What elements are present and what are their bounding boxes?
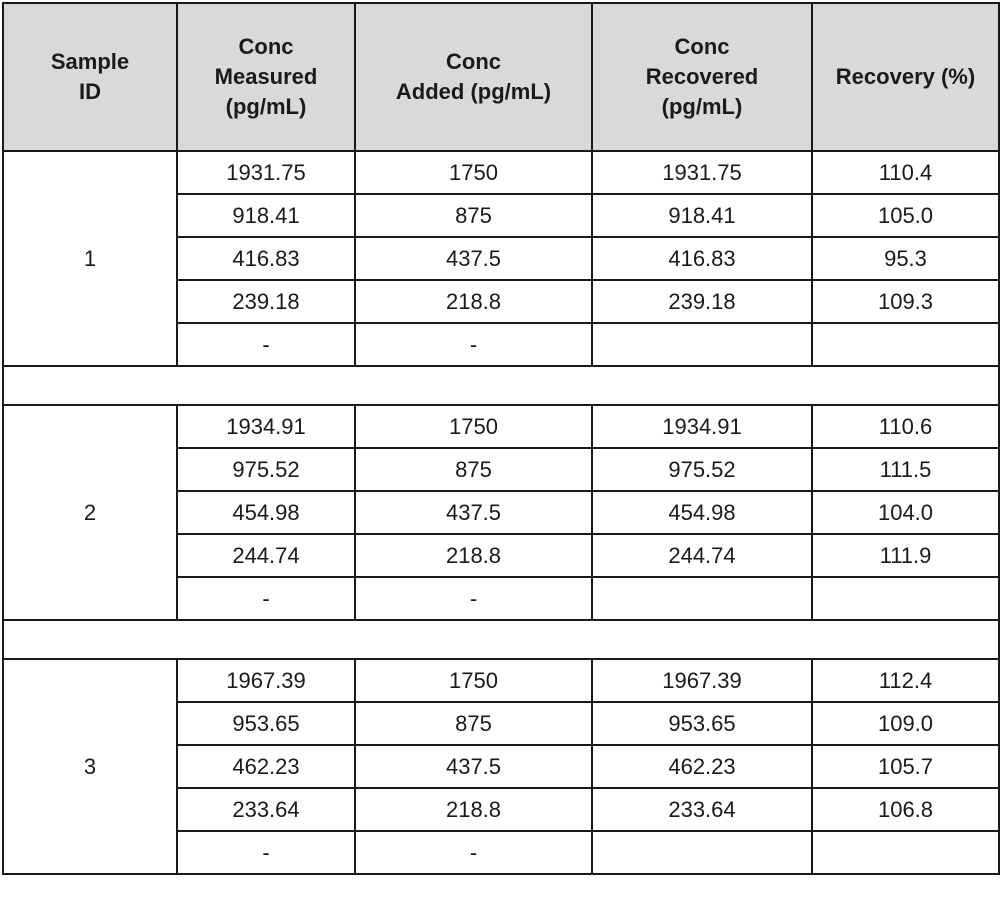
cell-added: - (355, 323, 592, 366)
spacer-cell (3, 620, 999, 659)
header-line: Conc (446, 49, 501, 74)
cell-measured: 918.41 (177, 194, 355, 237)
cell-recovery: 104.0 (812, 491, 999, 534)
cell-added: 875 (355, 448, 592, 491)
cell-measured: 1931.75 (177, 151, 355, 194)
header-line: ID (79, 79, 101, 104)
cell-measured: 462.23 (177, 745, 355, 788)
cell-recovery: 110.4 (812, 151, 999, 194)
sample-id-cell: 3 (3, 659, 177, 874)
header-row (3, 3, 999, 151)
cell-recovery: 106.8 (812, 788, 999, 831)
cell-added: 437.5 (355, 491, 592, 534)
cell-added: 437.5 (355, 745, 592, 788)
cell-measured: 239.18 (177, 280, 355, 323)
header-line: Sample (50, 49, 130, 74)
group-spacer-row (3, 620, 999, 659)
cell-measured: - (177, 831, 355, 874)
cell-added: - (355, 577, 592, 620)
cell-added: 1750 (355, 151, 592, 194)
cell-recovery: 111.5 (812, 448, 999, 491)
header-conc-recovered (592, 3, 812, 151)
cell-recovered: 918.41 (592, 194, 812, 237)
cell-recovered: 1967.39 (592, 659, 812, 702)
header-line: (pg/mL) (225, 94, 307, 119)
cell-measured: 1934.91 (177, 405, 355, 448)
cell-added: 875 (355, 194, 592, 237)
cell-recovered: 244.74 (592, 534, 812, 577)
cell-recovery (812, 577, 999, 620)
cell-recovered: 975.52 (592, 448, 812, 491)
sample-id-cell: 2 (3, 405, 177, 620)
cell-recovery (812, 831, 999, 874)
cell-added: 437.5 (355, 237, 592, 280)
header-line: Measured (214, 64, 318, 89)
cell-recovered: 233.64 (592, 788, 812, 831)
cell-added: 875 (355, 702, 592, 745)
cell-recovery: 111.9 (812, 534, 999, 577)
group-spacer-row (3, 366, 999, 405)
cell-recovery: 105.7 (812, 745, 999, 788)
sample-id-cell: 1 (3, 151, 177, 366)
cell-recovered: 1934.91 (592, 405, 812, 448)
cell-measured: 233.64 (177, 788, 355, 831)
cell-recovered (592, 577, 812, 620)
cell-recovery: 109.0 (812, 702, 999, 745)
header-conc-measured (177, 3, 355, 151)
cell-measured: 454.98 (177, 491, 355, 534)
table-row (3, 151, 999, 194)
header-line: Recovered (645, 64, 759, 89)
header-line: Conc (674, 34, 730, 59)
spacer-cell (3, 366, 999, 405)
header-line: Conc (238, 34, 294, 59)
cell-measured: 975.52 (177, 448, 355, 491)
table-row (3, 405, 999, 448)
cell-recovery: 95.3 (812, 237, 999, 280)
cell-measured: 953.65 (177, 702, 355, 745)
cell-added: 218.8 (355, 788, 592, 831)
cell-recovered: 239.18 (592, 280, 812, 323)
table-row (3, 659, 999, 702)
cell-recovered: 462.23 (592, 745, 812, 788)
cell-recovered (592, 831, 812, 874)
header-line: Added (pg/mL) (395, 79, 552, 104)
recovery-table (2, 2, 1000, 875)
cell-added: 218.8 (355, 280, 592, 323)
cell-added: 1750 (355, 405, 592, 448)
cell-recovery (812, 323, 999, 366)
cell-recovery: 112.4 (812, 659, 999, 702)
cell-added: 218.8 (355, 534, 592, 577)
header-line: (pg/mL) (661, 94, 743, 119)
cell-measured: 416.83 (177, 237, 355, 280)
cell-measured: - (177, 323, 355, 366)
header-recovery (812, 3, 999, 151)
header-conc-added (355, 3, 592, 151)
cell-recovery: 105.0 (812, 194, 999, 237)
cell-recovered: 953.65 (592, 702, 812, 745)
cell-recovered (592, 323, 812, 366)
cell-recovery: 109.3 (812, 280, 999, 323)
cell-recovered: 1931.75 (592, 151, 812, 194)
cell-measured: 1967.39 (177, 659, 355, 702)
cell-recovery: 110.6 (812, 405, 999, 448)
cell-recovered: 454.98 (592, 491, 812, 534)
cell-added: - (355, 831, 592, 874)
cell-measured: - (177, 577, 355, 620)
cell-measured: 244.74 (177, 534, 355, 577)
cell-added: 1750 (355, 659, 592, 702)
header-sample-id (3, 3, 177, 151)
header-line: Recovery (%) (835, 64, 976, 89)
cell-recovered: 416.83 (592, 237, 812, 280)
